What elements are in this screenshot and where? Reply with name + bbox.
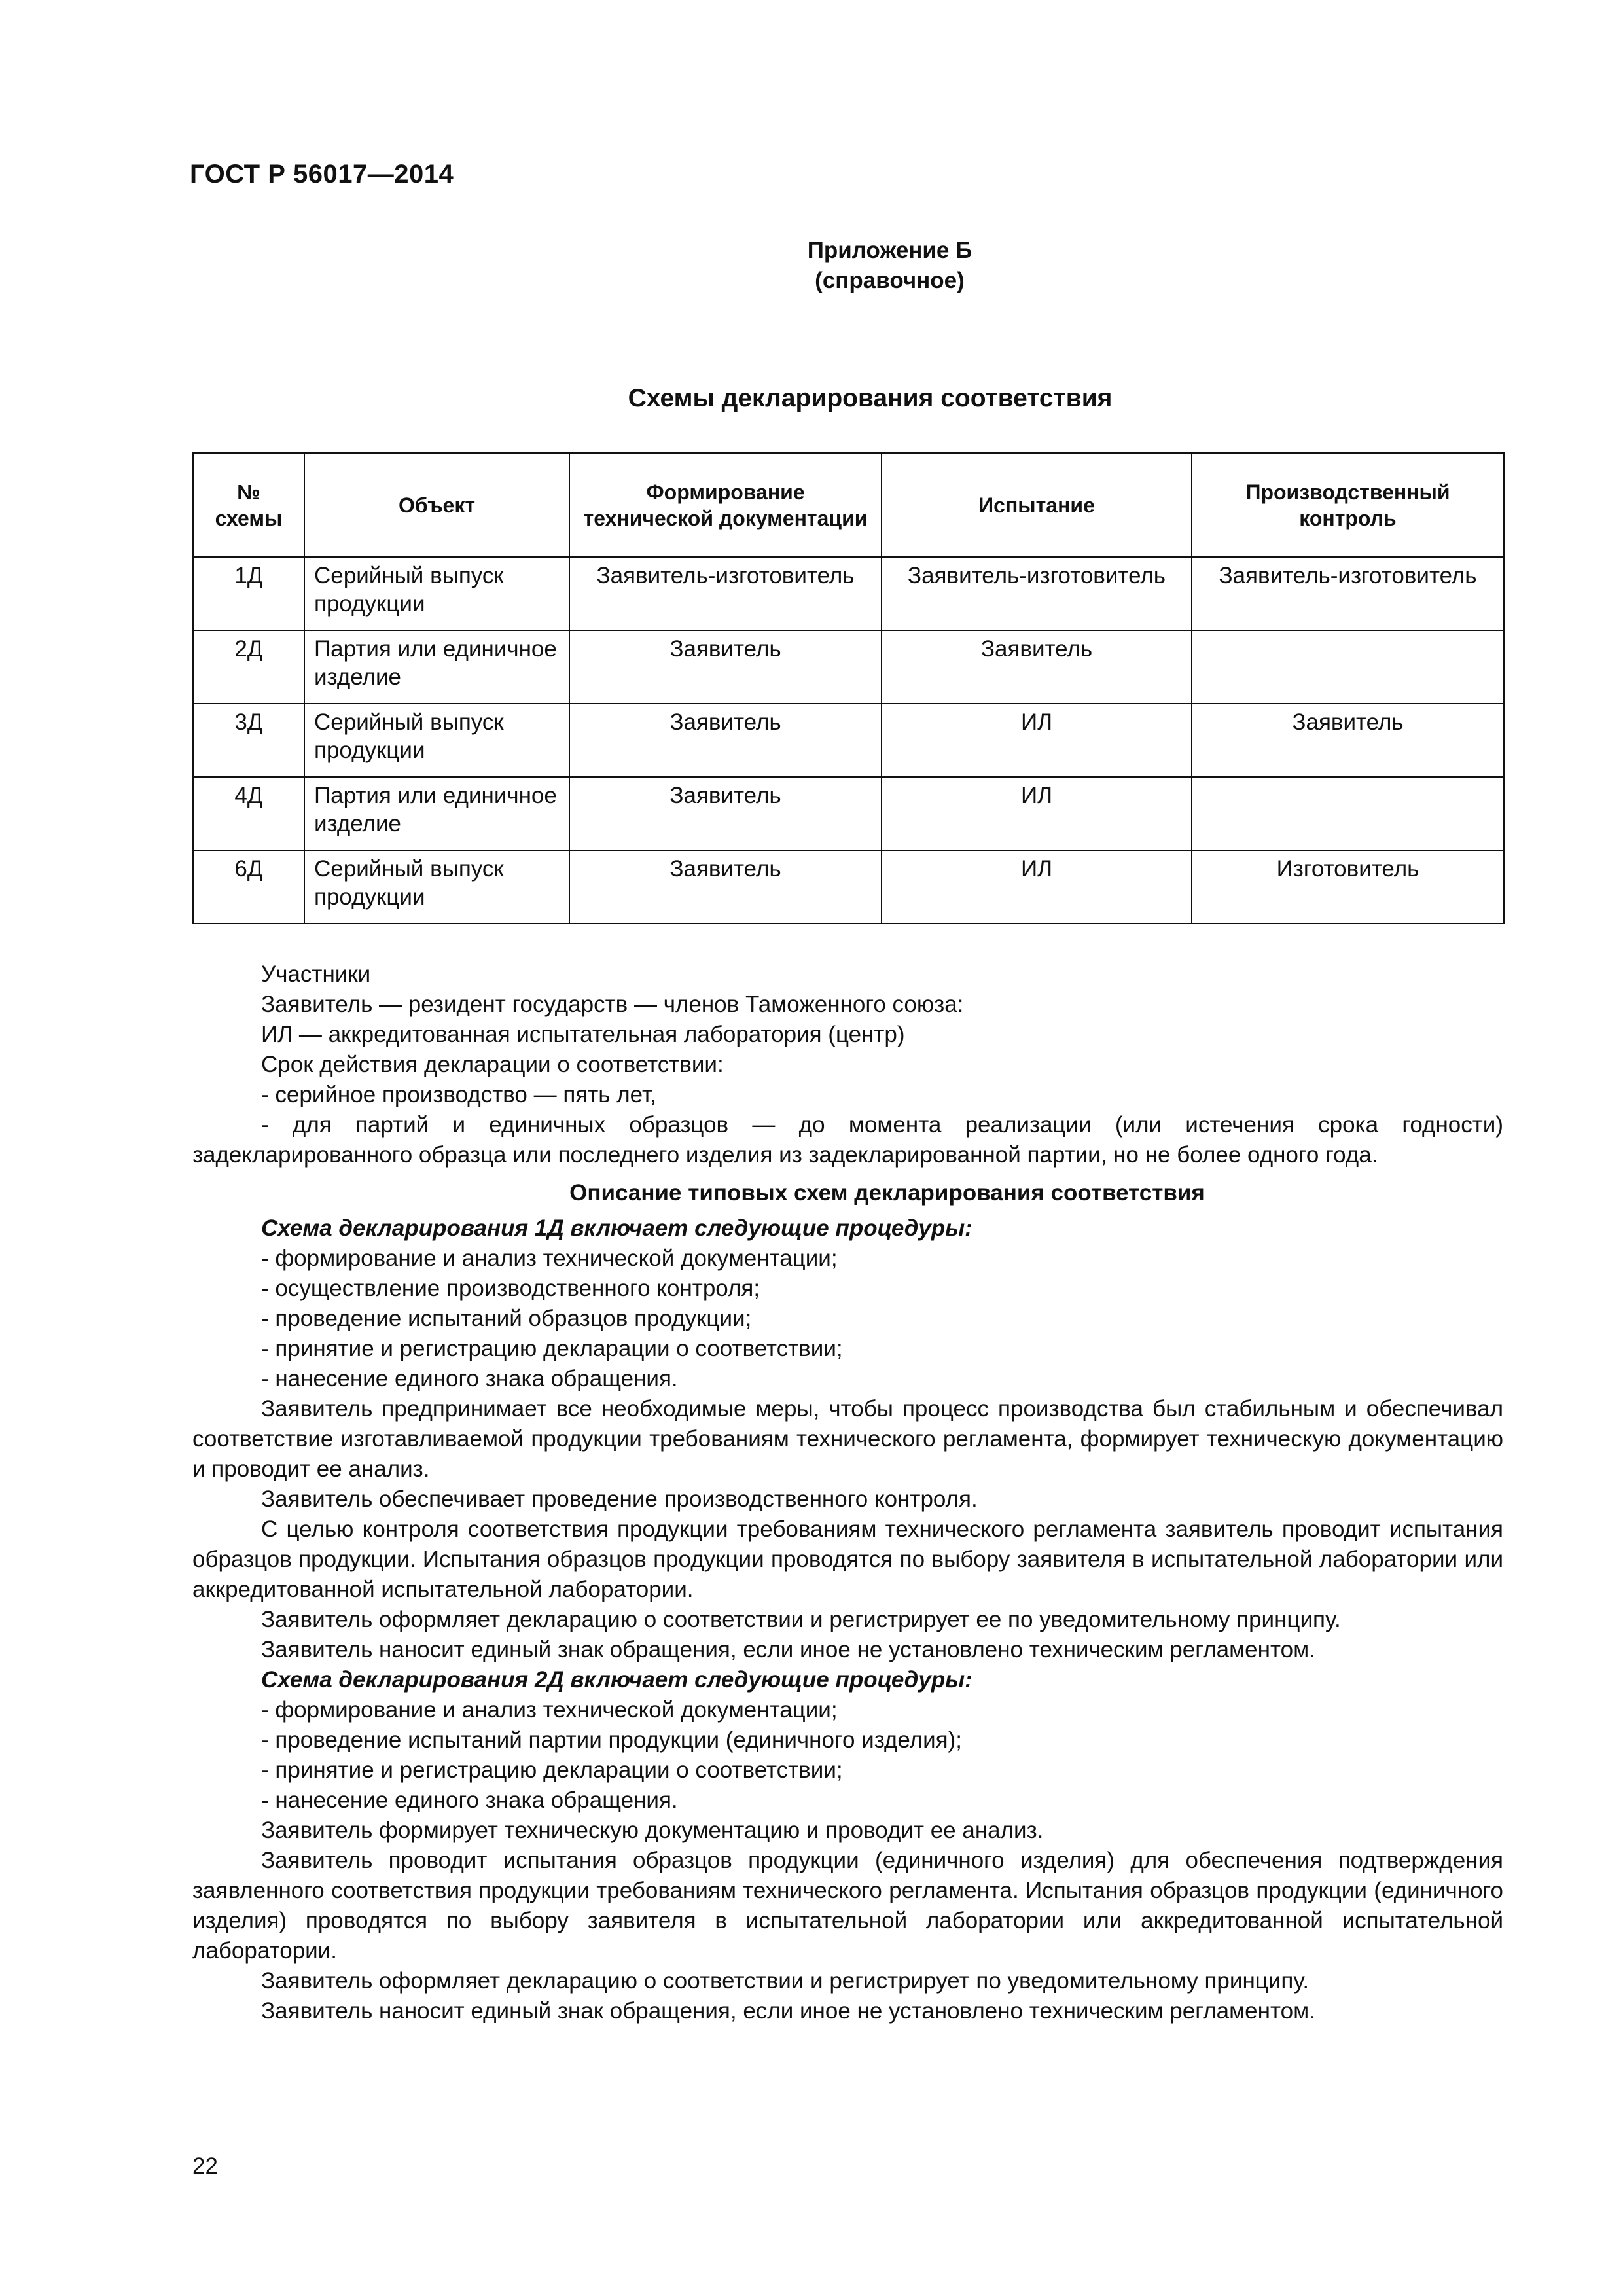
- list-item: - формирование и анализ технической документации;: [261, 1246, 838, 1271]
- list-item: - принятие и регистрацию декларации о соответствии;: [261, 1336, 843, 1361]
- cell-scheme-number: 3Д: [193, 704, 304, 777]
- cell-testing: ИЛ: [882, 704, 1192, 777]
- table-row: [193, 777, 1504, 850]
- cell-documentation: Заявитель: [569, 630, 882, 704]
- cell-object: Серийный выпуск продукции: [304, 850, 569, 924]
- document-header: ГОСТ Р 56017—2014: [190, 160, 454, 188]
- column-header-testing: Испытание: [882, 453, 1192, 557]
- paragraph: Заявитель обеспечивает проведение производственного контроля.: [261, 1486, 978, 1512]
- paragraph: С целью контроля соответствия продукции требованиям технического регламента заявитель проводит испытания образцов продукции. Испытания образцов продукции проводятся по выбору заявителя в испытательной лаборатории или аккредитованной испытательной лаборатории.: [192, 1516, 1503, 1602]
- cell-production-control: [1192, 630, 1504, 704]
- notes-line: - серийное производство — пять лет,: [261, 1082, 656, 1107]
- section-title: Описание типовых схем декларирования соответствия: [569, 1180, 1205, 1206]
- cell-testing: Заявитель-изготовитель: [882, 557, 1192, 630]
- paragraph: Заявитель оформляет декларацию о соответствии и регистрирует по уведомительному принципу.: [261, 1968, 1310, 1994]
- column-header-documentation: Формирование технической документации: [569, 453, 882, 557]
- scheme-2-heading: Схема декларирования 2Д включает следующие процедуры:: [261, 1667, 972, 1693]
- cell-scheme-number: 2Д: [193, 630, 304, 704]
- cell-testing: ИЛ: [882, 850, 1192, 924]
- cell-testing: Заявитель: [882, 630, 1192, 704]
- notes-line: ИЛ — аккредитованная испытательная лаборатория (центр): [261, 1022, 905, 1047]
- cell-scheme-number: 4Д: [193, 777, 304, 850]
- cell-documentation: Заявитель: [569, 777, 882, 850]
- paragraph: Заявитель проводит испытания образцов продукции (единичного изделия) для обеспечения подтверждения заявленного соответствия продукции требованиям технического регламента. Испытания образцов продукции (единичного изделия) проводятся по выбору заявителя в испытательной лаборатории или аккредитованной испытательной лаборатории.: [192, 1848, 1503, 1964]
- table-row: [193, 704, 1504, 777]
- cell-scheme-number: 1Д: [193, 557, 304, 630]
- annex-label: [190, 236, 1505, 296]
- cell-production-control: Заявитель-изготовитель: [1192, 557, 1504, 630]
- cell-production-control: Заявитель: [1192, 704, 1504, 777]
- annex-title: Приложение Б: [807, 238, 972, 263]
- column-header-production-control: Производственный контроль: [1192, 453, 1504, 557]
- list-item: - нанесение единого знака обращения.: [261, 1366, 678, 1391]
- column-header-scheme-number: № схемы: [193, 453, 304, 557]
- cell-object: Серийный выпуск продукции: [304, 557, 569, 630]
- schemes-table: [192, 452, 1505, 924]
- document-body: [192, 960, 1503, 2026]
- list-item: - проведение испытаний партии продукции (единичного изделия);: [261, 1727, 963, 1753]
- paragraph: Заявитель формирует техническую документацию и проводит ее анализ.: [261, 1818, 1044, 1843]
- cell-object: Партия или единичное изделие: [304, 777, 569, 850]
- cell-documentation: Заявитель: [569, 850, 882, 924]
- cell-scheme-number: 6Д: [193, 850, 304, 924]
- table-row: [193, 850, 1504, 924]
- table-title: Схемы декларирования соответствия: [628, 384, 1113, 412]
- cell-production-control: [1192, 777, 1504, 850]
- cell-object: Серийный выпуск продукции: [304, 704, 569, 777]
- notes-line: Срок действия декларации о соответствии:: [261, 1052, 724, 1077]
- cell-documentation: Заявитель-изготовитель: [569, 557, 882, 630]
- table-row: [193, 630, 1504, 704]
- notes-line: Участники: [261, 961, 371, 987]
- table-header-row: [193, 453, 1504, 557]
- paragraph: Заявитель наносит единый знак обращения, если иное не установлено техническим регламентом.: [261, 1998, 1315, 2024]
- paragraph: Заявитель предпринимает все необходимые меры, чтобы процесс производства был стабильным и обеспечивал соответствие изготавливаемой продукции требованиям технического регламента, формирует техническую документацию и проводит ее анализ.: [192, 1396, 1503, 1482]
- notes-line: - для партий и единичных образцов — до момента реализации (или истечения срока годности) задекларированного образца или последнего изделия из задекларированной партии, но не более одного года.: [192, 1112, 1503, 1168]
- list-item: - принятие и регистрацию декларации о соответствии;: [261, 1757, 843, 1783]
- paragraph: Заявитель оформляет декларацию о соответствии и регистрирует ее по уведомительному принципу.: [261, 1607, 1341, 1632]
- list-item: - формирование и анализ технической документации;: [261, 1697, 838, 1723]
- cell-production-control: Изготовитель: [1192, 850, 1504, 924]
- scheme-1-heading: Схема декларирования 1Д включает следующие процедуры:: [261, 1215, 972, 1241]
- paragraph: Заявитель наносит единый знак обращения, если иное не установлено техническим регламентом.: [261, 1637, 1315, 1662]
- list-item: - осуществление производственного контроля;: [261, 1276, 760, 1301]
- page-number: 22: [192, 2153, 218, 2179]
- list-item: - проведение испытаний образцов продукции;: [261, 1306, 752, 1331]
- cell-documentation: Заявитель: [569, 704, 882, 777]
- list-item: - нанесение единого знака обращения.: [261, 1787, 678, 1813]
- column-header-object: Объект: [304, 453, 569, 557]
- notes-line: Заявитель — резидент государств — членов Таможенного союза:: [261, 992, 964, 1017]
- annex-type: (справочное): [815, 268, 965, 293]
- table-row: [193, 557, 1504, 630]
- cell-testing: ИЛ: [882, 777, 1192, 850]
- cell-object: Партия или единичное изделие: [304, 630, 569, 704]
